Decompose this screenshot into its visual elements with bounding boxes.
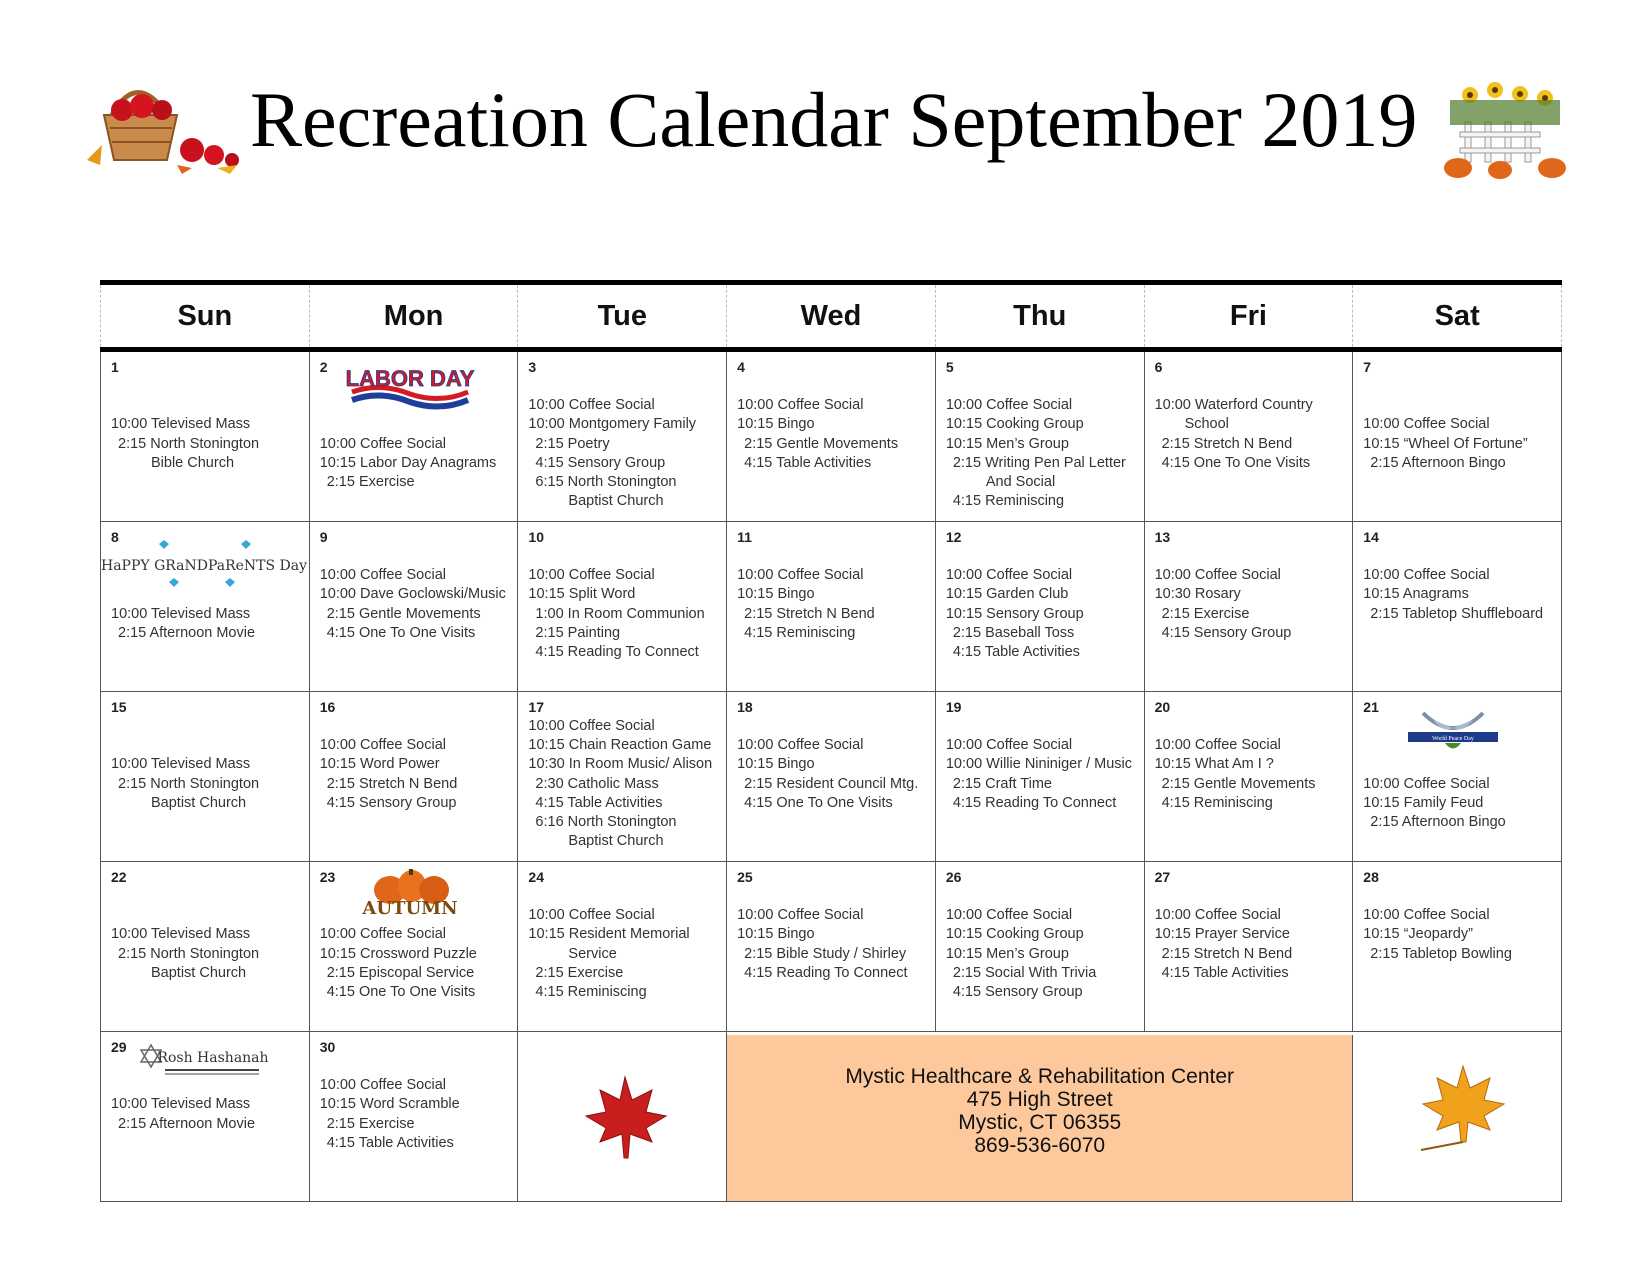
day-cell — [310, 1032, 519, 1202]
event-item: 10:15 Split Word — [528, 586, 636, 603]
facility-phone: 869-536-6070 — [974, 1134, 1106, 1157]
blank-line — [528, 887, 718, 906]
day-cell — [101, 522, 310, 692]
event-item: 4:15 Reminiscing — [535, 984, 647, 1000]
day-cell — [1353, 352, 1562, 522]
blank-line — [1155, 547, 1345, 566]
world-peace-day-art — [1403, 698, 1503, 758]
blank-line — [737, 887, 927, 906]
labor-day-art — [345, 360, 475, 412]
day-number: 4 — [737, 359, 745, 375]
day-number: 20 — [1154, 699, 1171, 715]
event-item: 2:15 Baseball Toss — [952, 624, 1075, 641]
event-list — [111, 377, 301, 473]
event-item: 4:15 Sensory Group — [326, 794, 457, 811]
event-item: 2:15 Afternoon Bingo — [1370, 454, 1506, 471]
event-item: 10:00 Televised Mass — [111, 926, 251, 943]
day-number: 19 — [945, 699, 962, 715]
event-item: 2:15 Exercise — [326, 1115, 415, 1132]
day-cell — [518, 862, 727, 1032]
event-item: 10:00 Coffee Social — [528, 567, 655, 584]
event-item: 4:15 Table Activities — [952, 644, 1080, 660]
event-item: 6:15 North Stonington — [535, 474, 677, 490]
event-item: 2:15 Tabletop Bowling — [1370, 945, 1512, 962]
event-item: 10:00 Montgomery Family — [528, 416, 697, 433]
red-maple-leaf-icon — [580, 1072, 670, 1162]
event-item: 4:15 One To One Visits — [1161, 454, 1311, 471]
day-cell — [727, 522, 936, 692]
day-number: 15 — [111, 699, 127, 715]
event-list — [737, 377, 927, 473]
event-item: 4:15 One To One Visits — [326, 983, 476, 1000]
day-cell — [101, 1032, 310, 1202]
empty-day-cell — [1353, 1032, 1562, 1202]
event-item: 4:15 Reminiscing — [744, 624, 856, 641]
event-item: 4:15 Table Activities — [744, 454, 872, 471]
day-number: 11 — [737, 529, 752, 545]
day-cell — [1145, 522, 1354, 692]
event-item: 2:15 Gentle Movements — [326, 605, 481, 622]
event-list — [737, 887, 927, 983]
event-item: 2:15 Afternoon Bingo — [1370, 813, 1506, 830]
day-cell — [1353, 522, 1562, 692]
blank-line — [111, 906, 301, 925]
event-item: 2:15 North Stonington — [118, 945, 260, 962]
day-number: 27 — [1154, 869, 1171, 885]
blank-line — [320, 717, 510, 736]
event-item: 4:15 Table Activities — [535, 794, 663, 811]
event-list — [946, 377, 1136, 511]
event-item: 10:00 Coffee Social — [319, 1077, 446, 1094]
event-list — [528, 547, 718, 662]
event-list — [528, 377, 718, 511]
event-item: 10:15 Chain Reaction Game — [528, 737, 712, 754]
day-cell — [936, 352, 1145, 522]
event-item: 10:15 Garden Club — [945, 586, 1069, 603]
rosh-hashanah-art-text: Rosh Hashanah — [157, 1050, 269, 1066]
blank-line — [946, 887, 1136, 906]
day-number: 23 — [319, 869, 336, 885]
event-item: 1:00 In Room Communion — [535, 605, 705, 622]
event-item: 2:15 Stretch N Bend — [1161, 435, 1293, 452]
blank-line — [737, 377, 927, 396]
blank-line — [1155, 377, 1345, 396]
event-item: 10:15 Crossword Puzzle — [319, 945, 477, 962]
event-item: 10:00 Coffee Social — [945, 397, 1073, 414]
event-item: 2:15 North Stonington — [118, 435, 260, 452]
event-item: 10:00 Coffee Social — [1363, 416, 1490, 433]
event-item: Baptist Church — [568, 833, 664, 850]
event-item: 10:00 Televised Mass — [111, 1096, 251, 1113]
blank-line — [1363, 547, 1553, 566]
event-item: 10:00 Coffee Social — [528, 397, 655, 414]
event-item: Bible Church — [151, 454, 235, 471]
event-list — [1363, 887, 1553, 964]
event-list — [320, 1057, 510, 1153]
day-cell — [518, 692, 727, 862]
event-list — [1155, 547, 1345, 643]
event-item: 2:15 Gentle Movements — [744, 435, 899, 452]
event-item: 10:15 Cooking Group — [945, 926, 1084, 943]
facility-street: 475 High Street — [966, 1088, 1113, 1111]
event-item: 10:15 Cooking Group — [945, 416, 1084, 433]
blank-line — [1363, 396, 1553, 415]
blank-line — [528, 547, 718, 566]
day-number: 18 — [737, 699, 753, 715]
weekday-sun: Sun — [100, 285, 309, 347]
blank-line — [1363, 755, 1553, 774]
event-item: 4:15 Reminiscing — [1161, 794, 1273, 811]
event-item: 4:15 One To One Visits — [326, 624, 476, 641]
event-item: 10:00 Coffee Social — [319, 567, 446, 584]
day-number: 17 — [528, 699, 544, 715]
event-item: 2:15 Bible Study / Shirley — [744, 945, 907, 962]
calendar — [100, 280, 1562, 1202]
day-number: 10 — [528, 529, 544, 545]
event-item: Baptist Church — [568, 493, 664, 510]
day-number: 5 — [945, 359, 954, 375]
world-peace-day-art-text: World Peace Day — [1432, 736, 1475, 742]
day-cell — [310, 352, 519, 522]
event-item: 2:15 Exercise — [535, 964, 624, 981]
event-list — [111, 717, 301, 813]
event-item: 10:00 Coffee Social — [528, 907, 655, 924]
rosh-hashanah-art — [141, 1040, 269, 1080]
event-item: 4:15 Table Activities — [1161, 964, 1289, 981]
blank-line — [111, 736, 301, 755]
blank-line — [1363, 377, 1553, 396]
event-item: 10:00 Coffee Social — [737, 397, 864, 414]
event-list — [111, 887, 301, 983]
event-item: 10:15 Men’s Group — [945, 435, 1069, 452]
day-cell — [727, 692, 936, 862]
event-list — [528, 887, 718, 1002]
day-cell — [101, 352, 310, 522]
day-number: 9 — [319, 529, 328, 545]
event-item: 6:16 North Stonington — [535, 814, 677, 831]
event-list — [946, 547, 1136, 662]
event-item: 10:15 What Am I ? — [1154, 756, 1274, 773]
event-list — [1155, 887, 1345, 983]
weekday-fri: Fri — [1144, 285, 1353, 347]
day-cell — [936, 522, 1145, 692]
blank-line — [946, 547, 1136, 566]
day-cell — [1353, 692, 1562, 862]
day-number: 25 — [737, 869, 753, 885]
day-cell — [101, 692, 310, 862]
event-item: 2:15 Stretch N Bend — [744, 605, 875, 622]
event-item: 2:15 Social With Trivia — [952, 964, 1097, 981]
event-item: 2:15 Tabletop Shuffleboard — [1370, 605, 1544, 622]
day-cell — [1145, 692, 1354, 862]
event-item: 10:15 Resident Memorial — [528, 926, 690, 943]
blank-line — [946, 377, 1136, 396]
day-number: 21 — [1363, 699, 1379, 715]
event-item: 4:15 Sensory Group — [952, 984, 1083, 1000]
day-number: 1 — [111, 359, 119, 375]
day-cell — [101, 862, 310, 1032]
event-list — [737, 717, 927, 813]
day-cell — [1353, 862, 1562, 1032]
event-item: 4:15 One To One Visits — [744, 794, 893, 811]
day-number: 16 — [319, 699, 336, 715]
day-number: 26 — [945, 869, 962, 885]
blank-line — [1155, 717, 1345, 736]
event-item: 10:15 Bingo — [737, 586, 815, 603]
event-item: 10:00 Coffee Social — [1363, 775, 1490, 792]
event-item: 2:15 Painting — [535, 624, 621, 641]
event-item: 10:00 Coffee Social — [528, 718, 655, 734]
event-item: 4:15 Sensory Group — [535, 454, 666, 471]
event-item: 10:00 Coffee Social — [945, 907, 1073, 924]
labor-day-art-text: LABOR DAY — [345, 366, 475, 391]
event-item: 2:15 Writing Pen Pal Letter — [952, 454, 1126, 471]
event-item: 2:15 Gentle Movements — [1161, 775, 1316, 792]
blank-line — [111, 396, 301, 415]
weekday-mon: Mon — [309, 285, 518, 347]
event-item: 4:15 Reading To Connect — [744, 964, 908, 981]
day-number: 24 — [528, 869, 544, 885]
event-item: 2:15 Craft Time — [952, 775, 1052, 792]
event-item: 10:15 Labor Day Anagrams — [319, 454, 497, 471]
weekday-wed: Wed — [726, 285, 935, 347]
event-item: 10:00 Dave Goclowski/Music — [319, 586, 506, 603]
event-item: Baptist Church — [151, 964, 247, 981]
day-number: 28 — [1363, 869, 1379, 885]
event-item: 4:15 Reading To Connect — [535, 644, 699, 660]
day-number: 30 — [319, 1039, 336, 1055]
blank-line — [946, 717, 1136, 736]
event-item: School — [1184, 416, 1229, 433]
event-item: 10:15 Men’s Group — [945, 945, 1069, 962]
autumn-pumpkins-art-text: AUTUMN — [362, 898, 458, 919]
event-item: 10:15 Bingo — [737, 926, 815, 943]
blank-line — [737, 547, 927, 566]
event-item: 2:15 Afternoon Movie — [118, 1115, 256, 1132]
day-number: 22 — [111, 869, 127, 885]
grandparents-day-art — [100, 530, 308, 592]
day-number: 14 — [1363, 529, 1379, 545]
event-item: 2:15 Poetry — [535, 435, 610, 452]
facility-city: Mystic, CT 06355 — [958, 1111, 1122, 1134]
event-item: 2:15 Stretch N Bend — [1161, 945, 1293, 962]
event-item: 2:15 Stretch N Bend — [326, 775, 458, 792]
calendar-grid — [100, 352, 1562, 1202]
event-list — [737, 547, 927, 643]
event-item: 10:30 Rosary — [1154, 586, 1241, 603]
event-item: 10:15 Bingo — [737, 416, 815, 433]
facility-name: Mystic Healthcare & Rehabilitation Center — [845, 1065, 1235, 1088]
blank-line — [320, 547, 510, 566]
weekday-tue: Tue — [517, 285, 726, 347]
event-list — [1155, 377, 1345, 473]
event-item: 10:00 Coffee Social — [319, 737, 446, 754]
autumn-pumpkins-art — [350, 866, 470, 921]
facility-info-box — [727, 1035, 1353, 1202]
event-item: 10:15 Family Feud — [1363, 794, 1484, 811]
event-item: 10:15 Word Power — [319, 756, 440, 773]
blank-line — [528, 377, 718, 396]
weekday-sat: Sat — [1352, 285, 1562, 347]
event-item: 2:15 Afternoon Movie — [118, 624, 256, 641]
event-item: 10:00 Televised Mass — [111, 416, 251, 433]
apple-basket-icon — [82, 70, 242, 175]
event-item: 2:30 Catholic Mass — [535, 775, 659, 792]
event-item: 10:00 Willie Nininiger / Music — [945, 756, 1132, 773]
event-item: 10:15 “Jeopardy” — [1363, 926, 1473, 943]
day-number: 6 — [1154, 359, 1163, 375]
day-number: 29 — [111, 1039, 127, 1055]
event-list — [946, 887, 1136, 1002]
day-cell — [936, 862, 1145, 1032]
event-item: 10:00 Coffee Social — [1363, 567, 1490, 584]
event-item: 10:00 Coffee Social — [737, 737, 864, 754]
event-list — [1155, 717, 1345, 813]
event-item: 10:00 Coffee Social — [1154, 737, 1281, 754]
event-item: 4:15 Sensory Group — [1161, 624, 1292, 641]
day-number: 13 — [1154, 529, 1171, 545]
event-item: 10:00 Televised Mass — [111, 605, 251, 622]
event-item: 2:15 Episcopal Service — [326, 964, 475, 981]
event-item: 4:15 Table Activities — [326, 1134, 454, 1151]
event-item: 10:00 Coffee Social — [737, 907, 864, 924]
event-item: 2:15 Resident Council Mtg. — [744, 775, 919, 792]
event-item: 2:15 Exercise — [326, 473, 415, 490]
event-list — [320, 717, 510, 813]
event-item: 10:00 Coffee Social — [319, 926, 446, 943]
empty-day-cell — [518, 1032, 727, 1202]
blank-line — [1155, 887, 1345, 906]
day-cell — [518, 522, 727, 692]
event-item: 10:00 Coffee Social — [945, 737, 1073, 754]
event-item: 10:00 Televised Mass — [111, 756, 251, 773]
day-number: 7 — [1363, 359, 1372, 375]
blank-line — [111, 887, 301, 906]
day-number: 8 — [111, 529, 119, 545]
day-cell — [727, 352, 936, 522]
event-item: 10:15 Bingo — [737, 756, 815, 773]
day-cell — [1145, 862, 1354, 1032]
event-item: 10:15 Sensory Group — [945, 605, 1084, 622]
event-list — [320, 547, 510, 643]
event-item: 10:00 Coffee Social — [1154, 567, 1281, 584]
day-number: 2 — [319, 359, 328, 375]
event-list — [946, 717, 1136, 813]
blank-line — [737, 717, 927, 736]
day-number: 3 — [528, 359, 537, 375]
event-item: 10:00 Waterford Country — [1154, 397, 1313, 414]
event-item: 10:15 Prayer Service — [1154, 926, 1290, 943]
day-cell — [518, 352, 727, 522]
day-cell — [936, 692, 1145, 862]
event-item: 10:15 “Wheel Of Fortune” — [1363, 435, 1528, 452]
event-item: 10:00 Coffee Social — [319, 435, 446, 452]
event-item: Baptist Church — [151, 794, 247, 811]
blank-line — [320, 415, 510, 434]
blank-line — [111, 377, 301, 396]
day-cell — [310, 862, 519, 1032]
blank-line — [1363, 887, 1553, 906]
event-item: 10:00 Coffee Social — [945, 567, 1073, 584]
event-item: And Social — [985, 474, 1056, 490]
event-item: 10:15 Anagrams — [1363, 586, 1469, 603]
page-title: Recreation Calendar September 2019 — [250, 76, 1418, 163]
weekday-thu: Thu — [935, 285, 1144, 347]
sunflower-fence-icon — [1440, 80, 1570, 180]
event-item: 4:15 Reminiscing — [952, 493, 1065, 510]
day-cell — [310, 692, 519, 862]
orange-maple-leaf-icon — [1413, 1062, 1508, 1152]
event-item: 10:00 Coffee Social — [1154, 907, 1281, 924]
event-item: 10:30 In Room Music/ Alison — [528, 756, 713, 773]
weekday-header — [100, 285, 1562, 352]
event-item: 2:15 Exercise — [1161, 605, 1250, 622]
event-item: 4:15 Reading To Connect — [952, 794, 1117, 811]
event-list — [1363, 377, 1553, 473]
event-item: 2:15 North Stonington — [118, 775, 260, 792]
event-list — [1363, 547, 1553, 624]
day-number: 12 — [945, 529, 962, 545]
day-cell — [1145, 352, 1354, 522]
blank-line — [320, 1057, 510, 1076]
day-cell — [727, 862, 936, 1032]
event-item: 10:00 Coffee Social — [1363, 907, 1490, 924]
event-item: 10:00 Coffee Social — [737, 567, 864, 584]
grandparents-day-art-text: HaPPY GRaNDPaReNTS Day — [100, 558, 308, 574]
event-item: Service — [568, 945, 617, 962]
event-list — [528, 717, 718, 851]
blank-line — [111, 717, 301, 736]
event-item: 10:15 Word Scramble — [319, 1096, 460, 1113]
day-cell — [310, 522, 519, 692]
